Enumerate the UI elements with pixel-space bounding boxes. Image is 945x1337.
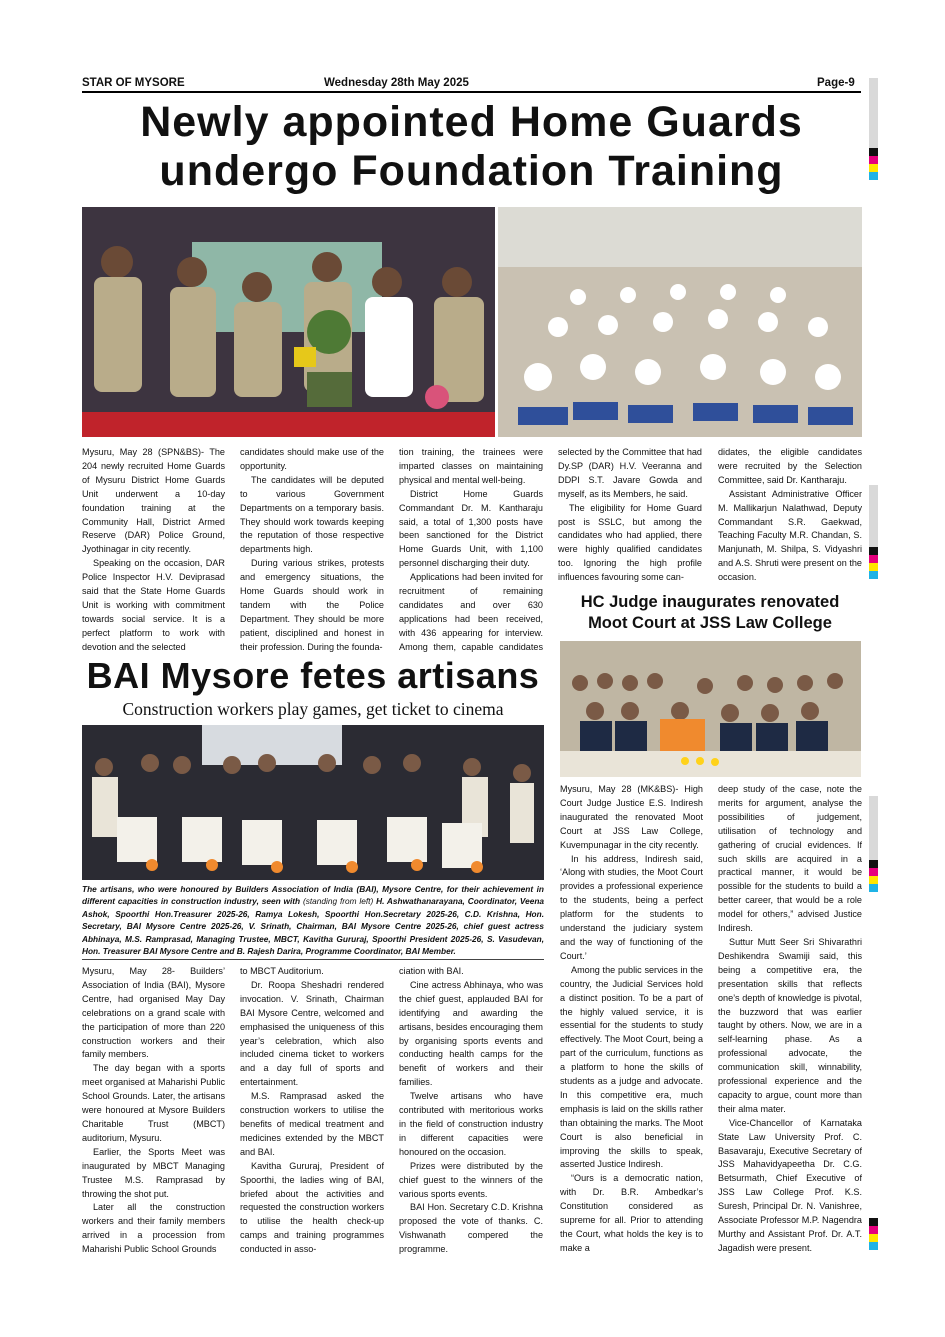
paragraph: Later all the construction workers and their family members arrived in a procession from Maharishi Public School Grounds — [82, 1202, 225, 1255]
bai-article-col2 — [240, 965, 384, 1263]
trainees-photo-illustration — [498, 207, 862, 437]
moot-court-article-col1 — [560, 783, 703, 1263]
bai-subhead: Construction workers play games, get ticket to cinema — [122, 699, 504, 719]
paragraph: “Ours is a democratic nation, with Dr. B.R. Ambedkar’s Constitution considered as supreme for all. Prior to attending the Court, what holds the key is to make a — [560, 1173, 703, 1253]
bai-article-col3 — [399, 965, 543, 1263]
register-bar-black — [869, 148, 878, 156]
paragraph: The day began with a sports meet organised at Maharishi Public School Grounds. Later, the artisans were honoured at Mysore Builders Charitable Trust (MBCT) auditorium, Mysuru. — [82, 1063, 225, 1143]
paragraph: Mysuru, May 28- Builders’ Association of India (BAI), Mysore Centre, had organised May Day celebrations on a grand scale with the participation of more than 220 construction workers and their family members. — [82, 966, 225, 1060]
register-bar-black — [869, 860, 878, 868]
officers-photo-illustration — [82, 207, 495, 437]
paragraph: Among the public services in the country, the Judicial Services hold a distinct position. To be a part of the highly valued service, it is essential for the students to study effectively. The Moot Court, being a part of the curriculum, functions as a platform to hone the skills of students as a judge and advocate. In this competitive era, much emphasis is laid on the skills rather than obtaining the marks. The Moot Court is also beneficial in improving the skills to speak, asserted Justice Indiresh. — [560, 964, 703, 1170]
paragraph: The eligibility for Home Guard post is SSLC, but among the candidates who had applied, there were highly qualified candidates too. Ignoring the high profile influences favouring some can- — [558, 502, 702, 583]
hc-headline-line2: Moot Court at JSS Law College — [588, 614, 832, 632]
moot-court-photo — [560, 641, 861, 777]
register-bar-magenta — [869, 555, 878, 563]
bai-photo-caption — [82, 883, 544, 959]
paragraph: to MBCT Auditorium. — [240, 966, 324, 976]
register-bar-yellow — [869, 164, 878, 172]
paragraph: The candidates will be deputed to various Government Departments on a temporary basis. They should work towards keeping the reputation of those respective departments high. — [240, 474, 384, 555]
bai-artisans-photo — [82, 725, 544, 880]
paragraph: selected by the Committee that had Dy.SP (DAR) H.V. Veeranna and DDPI S.T. Javare Gowda and myself, as its Members, he said. — [558, 447, 702, 499]
home-guards-article-col3 — [399, 446, 543, 656]
register-bar-cyan — [869, 571, 878, 579]
home-guards-article-col2 — [240, 446, 384, 656]
paragraph: Speaking on the occasion, DAR Police Inspector H.V. Deviprasad said that the State Home Guards Unit is working with commitment towards social service. It is a perfect platform to work with devotion and the selected — [82, 558, 225, 652]
paragraph: In his address, Indiresh said, ‘Along with studies, the Moot Court provides a professional experience to the students, being a perfect platform for the students to understand the judiciary system and the way of functioning of the Court.’ — [560, 853, 703, 961]
register-bar-grey — [869, 78, 878, 148]
masthead-rule — [82, 91, 861, 93]
paragraph: Prizes were distributed by the chief guest to the winners of the various sports events. — [399, 1160, 543, 1199]
paragraph: didates, the eligible candidates were recruited by the Selection Committee, said Dr. Kantharaju. — [718, 447, 862, 485]
caption-names: H. Ashwathanarayana, Coordinator, Veena Ashok, Spoorthi Hon.Treasurer 2025-26, Ramya Lokesh, Spoorthi Hon.Secretary 2025-26, C.D. Krishna, Hon. Secretary, BAI Mysore Centre 2025-26, V. Srinath, Chairman, BAI Mysore Centre 2025-26, chief guest actress Abhinaya, M.S. Ramprasad, Managing Trustee, MBCT, Kavitha Gururaj, Spoorthi President 2025-26, S. Vasudevan, Hon. Treasurer BAI Mysore Centre and B. Rajesh Darira, Programme Coordinator, BAI Member. — [82, 896, 544, 957]
register-bar-magenta — [869, 868, 878, 876]
register-bar-grey — [869, 796, 878, 860]
paragraph: Cine actress Abhinaya, who was the chief guest, applauded BAI for identifying and awarding the artisans, besides encouraging them by organising sports events and conducting health camps for the benefit of workers and their families. — [399, 979, 543, 1088]
home-guards-article-col1 — [82, 446, 225, 656]
paragraph: Vice-Chancellor of Karnataka State Law University Prof. C. Basavaraju, Executive Secretary of JSS Mahavidyapeetha Dr. C.G. Betsurmath, Chief Executive of JSS Law College Prof. K.S. Suresh, Principal Dr. N. Vanishree, Associate Professor M.P. Nagendra Murthy and Assistant Prof. Dr. A.T. Jagadish were present. — [718, 1117, 862, 1253]
paragraph: Mysuru, May 28 (SPN&BS)- The 204 newly recruited Home Guards of Mysuru District Home Guards Unit underwent a 10-day foundation training at the Community Hall, District Armed Reserve (DAR) Police Ground, Jyothinagar in city recently. — [82, 447, 225, 555]
paragraph: Kavitha Gururaj, President of Spoorthi, the ladies wing of BAI, briefed about the activities and requested the construction workers to utilise the health check-up camps and training programmes conducted in asso- — [240, 1160, 384, 1255]
register-bar-yellow — [869, 1234, 878, 1242]
home-guards-article-col4 — [558, 446, 702, 588]
masthead-page-number: Page-9 — [817, 77, 855, 89]
paragraph: M.S. Ramprasad asked the construction workers to utilise the benefits of medical treatment and medicines extended by the MBCT and BAI. — [240, 1091, 384, 1157]
register-bar-black — [869, 1218, 878, 1226]
paragraph: Twelve artisans who have contributed with meritorious works in the field of construction industry in different capacities were honoured on the occasion. — [399, 1091, 543, 1157]
paragraph: Earlier, the Sports Meet was inaugurated by MBCT Managing Trustee M.S. Ramprasad by throwing the shot put. — [82, 1146, 225, 1199]
main-headline-line1: Newly appointed Home Guards — [140, 98, 803, 146]
register-bar-yellow — [869, 876, 878, 884]
paragraph: Dr. Roopa Sheshadri rendered invocation. V. Srinath, Chairman BAI Mysore Centre, welcomed and emphasised the uniqueness of this year’s celebration, which also included cinema ticket to workers and a day full of sports and entertainment. — [240, 979, 384, 1088]
register-bar-cyan — [869, 1242, 878, 1250]
register-bar-cyan — [869, 884, 878, 892]
register-bar-yellow — [869, 563, 878, 571]
paragraph: Suttur Mutt Seer Sri Shivarathri Deshikendra Swamiji said, this being a competitive era, the presentation skills that reflects one’s depth of knowledge is pivotal, the buzzword that was earlier taught by others. Now, we are in a self-learning phase. As a professional advocate, the communication skill, winnability, professional experience and the capacity to argue, count more than their alma mater. — [718, 936, 862, 1114]
hc-headline-line1: HC Judge inaugurates renovated — [580, 593, 840, 611]
register-bar-magenta — [869, 1226, 878, 1234]
masthead-paper-name: STAR OF MYSORE — [82, 77, 185, 89]
home-guards-article-col5 — [718, 446, 862, 588]
moot-court-article-col2 — [718, 783, 862, 1263]
paragraph: deep study of the case, note the merits for argument, analyse the possibilities of judgement, utilisation of technology and gathering of crucial evidences. If such skills are acquired in a practical manner, it would be possible for the students to build a better career, that would be a role model for others,” advised Justice Indiresh. — [718, 784, 862, 934]
main-headline — [82, 98, 861, 197]
register-bar-black — [869, 547, 878, 555]
caption-rule — [82, 959, 544, 960]
paragraph: Mysuru, May 28 (MK&BS)- High Court Judge Justice E.S. Indiresh inaugurated the renovated Moot Court at JSS Law College, Kuvempunagar in the city recently. — [560, 784, 703, 850]
trainees-in-hall-photo — [498, 207, 862, 437]
caption-lead: The artisans, who were honoured by Builders Association of India (BAI), Mysore Centre, for their achievement in different capacities in construction industry, seen with — [82, 884, 544, 907]
main-headline-line2: undergo Foundation Training — [159, 147, 784, 196]
moot-court-photo-illustration — [560, 641, 861, 777]
bai-headline: BAI Mysore fetes artisans — [86, 655, 540, 696]
masthead-date: Wednesday 28th May 2025 — [324, 77, 469, 89]
paragraph: During various strikes, protests and emergency situations, the Home Guards should work in tandem with the Police Department. They should be more patient, disciplined and honest in their profession. During the founda- — [240, 558, 384, 652]
caption-position-note: (standing from left) — [302, 896, 374, 907]
paragraph: Applications had been invited for recruitment of remaining candidates and over 630 applications had been received, with 436 appearing for interview. Among them, capable candidates — [399, 572, 543, 652]
paragraph: ciation with BAI. — [399, 966, 464, 976]
paragraph: BAI Hon. Secretary C.D. Krishna proposed the vote of thanks. C. Vishwanath compered the programme. — [399, 1202, 543, 1255]
bai-photo-illustration — [82, 725, 544, 880]
register-bar-cyan — [869, 172, 878, 180]
hc-judge-headline — [555, 592, 865, 634]
bai-article-col1 — [82, 965, 225, 1263]
paragraph: District Home Guards Commandant Dr. M. Kantharaju said, a total of 1,300 posts have been sanctioned for the District Home Guards Unit, with 1,100 personnel discharging their duty. — [399, 488, 543, 569]
register-bar-magenta — [869, 156, 878, 164]
home-guards-officers-photo — [82, 207, 495, 437]
paragraph: Assistant Administrative Officer M. Mallikarjun Nalathwad, Deputy Commandant S.R. Gaekwad, Teaching Faculty M.R. Chandan, S. Manjunath, M. Shilpa, S. Vidyashri and A.S. Shruti were present on the occasion. — [718, 488, 862, 583]
paragraph: tion training, the trainees were imparted classes on maintaining physical and mental well-being. — [399, 447, 543, 485]
paragraph: candidates should make use of the opportunity. — [240, 447, 384, 471]
register-bar-grey — [869, 485, 878, 547]
